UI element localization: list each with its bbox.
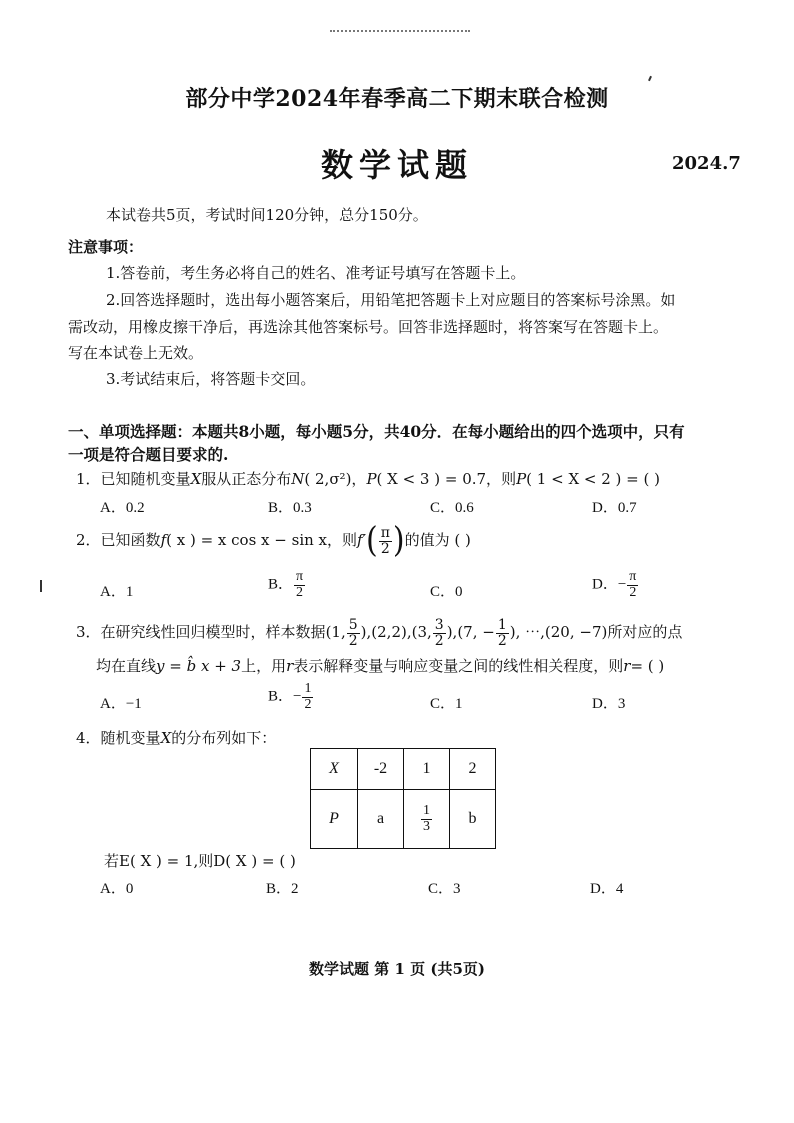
math-var: X [190, 470, 202, 488]
table-cell: a [358, 790, 404, 849]
exam-title: 部分中学2024年春季高二下期末联合检测 [185, 86, 609, 112]
question-1 [76, 468, 660, 489]
exam-date: 2024.7 [672, 153, 741, 174]
notes-heading: 注意事项： [68, 238, 144, 256]
q2-option-c: C．0 [430, 584, 463, 600]
scan-top-mark [330, 30, 470, 37]
question-3: 3．在研究线性回归模型时，样本数据(1, $\frac{5}{2}$ ),(2,2),(3, $\frac{3}{2}$ ),(7, − $\frac{1}{2}$ ), ⋯,(20, −7)所对应的点 [76, 616, 683, 649]
question-number: 1． [76, 470, 101, 488]
note-item-3: 3.考试结束后，将答题卡交回。 [106, 370, 316, 388]
scan-speck [40, 580, 42, 592]
math-var: f′ [357, 531, 366, 549]
fraction: $\frac{\pi}{2}$ [296, 569, 304, 600]
math-var: N [291, 470, 305, 488]
q3-option-c: C．1 [430, 696, 463, 712]
q1-option-c: C．0.6 [430, 500, 474, 516]
section-1-heading-cont: 一项是符合题目要求的. [68, 445, 229, 464]
note-item-2-line-1: 2.回答选择题时，选出每小题答案后，用铅笔把答题卡上对应题目的答案标号涂黑。如 [106, 291, 676, 309]
question-text: 服从正态分布 [201, 470, 292, 488]
math-var: f [160, 531, 167, 549]
question-text: 的值为 ( ) [404, 531, 471, 549]
q4-option-c: C．3 [428, 881, 461, 897]
fraction: $\frac{5}{2}$ [348, 616, 358, 649]
note-item-2-line-2: 需改动，用橡皮擦干净后，再选涂其他答案标号。回答非选择题时，将答案写在答题卡上。 [68, 318, 669, 336]
q3-option-b: B．− $\frac{1}{2}$ [268, 681, 312, 712]
question-text: 已知函数 [100, 531, 161, 549]
q4-option-a: A．0 [100, 881, 134, 897]
q2-option-b: B． $\frac{\pi}{2}$ [268, 569, 304, 600]
math-var: r [286, 657, 294, 675]
question-text: 在研究线性回归模型时，样本数据 [100, 623, 326, 641]
table-row [311, 749, 496, 790]
question-text: 则 [501, 470, 517, 488]
question-text: 已知随机变量 [100, 470, 191, 488]
math-var: P [516, 470, 527, 488]
table-cell: 1 [404, 749, 450, 790]
math-expr: ( 1 < X < 2 ) = ( ) [526, 470, 660, 488]
fraction: $\frac{3}{2}$ [434, 616, 444, 649]
question-number: 3． [76, 623, 101, 641]
question-3-line-2: 均在直线y = b̂ x + 3上，用r表示解释变量与响应变量之间的线性相关程度，则r= ( ) [96, 657, 665, 675]
table-row [311, 790, 496, 849]
fraction: $\frac{1}{2}$ [497, 616, 507, 649]
q2-option-d: D．− $\frac{\pi}{2}$ [592, 569, 637, 600]
scan-speck [648, 76, 652, 81]
q1-option-b: B．0.3 [268, 500, 312, 516]
page-footer: 数学试题 第 1 页 (共5页) [309, 960, 485, 978]
subject-title: 数学试题 [320, 146, 473, 184]
math-expr: ( 2,σ²)， [304, 470, 367, 488]
q4-option-b: B．2 [266, 881, 299, 897]
question-4-condition: 若E( X ) = 1,则D( X ) = ( ) [104, 852, 296, 870]
regression-line: y = b̂ x + 3 [156, 657, 242, 675]
fraction-pi-over-2: $\frac{\pi}{2}$ [380, 524, 390, 557]
intro-text: 本试卷共5页，考试时间120分钟，总分150分。 [106, 206, 428, 224]
math-var: P [366, 470, 377, 488]
math-var: r [623, 657, 631, 675]
q1-option-d: D．0.7 [592, 500, 637, 516]
question-number: 4． [76, 729, 101, 747]
q4-option-d: D．4 [590, 881, 624, 897]
table-cell: X [311, 749, 358, 790]
section-1-heading: 一、单项选择题：本题共8小题，每小题5分，共40分．在每小题给出的四个选项中，只有 [68, 422, 685, 441]
table-cell: P [311, 790, 358, 849]
table-cell: -2 [358, 749, 404, 790]
question-4: 4．随机变量X的分布列如下： [76, 729, 277, 747]
fraction: $\frac{1}{2}$ [304, 681, 312, 712]
table-cell: 2 [450, 749, 496, 790]
math-var: X [160, 729, 172, 747]
question-2: 2．已知函数f( x ) = x cos x − sin x，则f′( $\frac{\pi}{2}$ )的值为 ( ) [76, 520, 471, 561]
note-item-1: 1.答卷前，考生务必将自己的姓名、准考证号填写在答题卡上。 [106, 264, 526, 282]
q1-option-a: A．0.2 [100, 500, 145, 516]
fraction: $\frac{1}{3}$ [423, 802, 430, 834]
table-cell [404, 790, 450, 849]
question-number: 2． [76, 531, 101, 549]
q3-option-a: A．−1 [100, 696, 142, 712]
distribution-table [310, 748, 496, 849]
fraction: $\frac{\pi}{2}$ [629, 569, 637, 600]
math-expr: ( X < 3 ) = 0.7， [376, 470, 502, 488]
note-item-2-line-3: 写在本试卷上无效。 [68, 344, 204, 362]
q2-option-a: A．1 [100, 584, 134, 600]
question-text: 则 [342, 531, 358, 549]
q3-option-d: D．3 [592, 696, 626, 712]
table-cell: b [450, 790, 496, 849]
math-expr: ( x ) = x cos x − sin x， [166, 531, 343, 549]
